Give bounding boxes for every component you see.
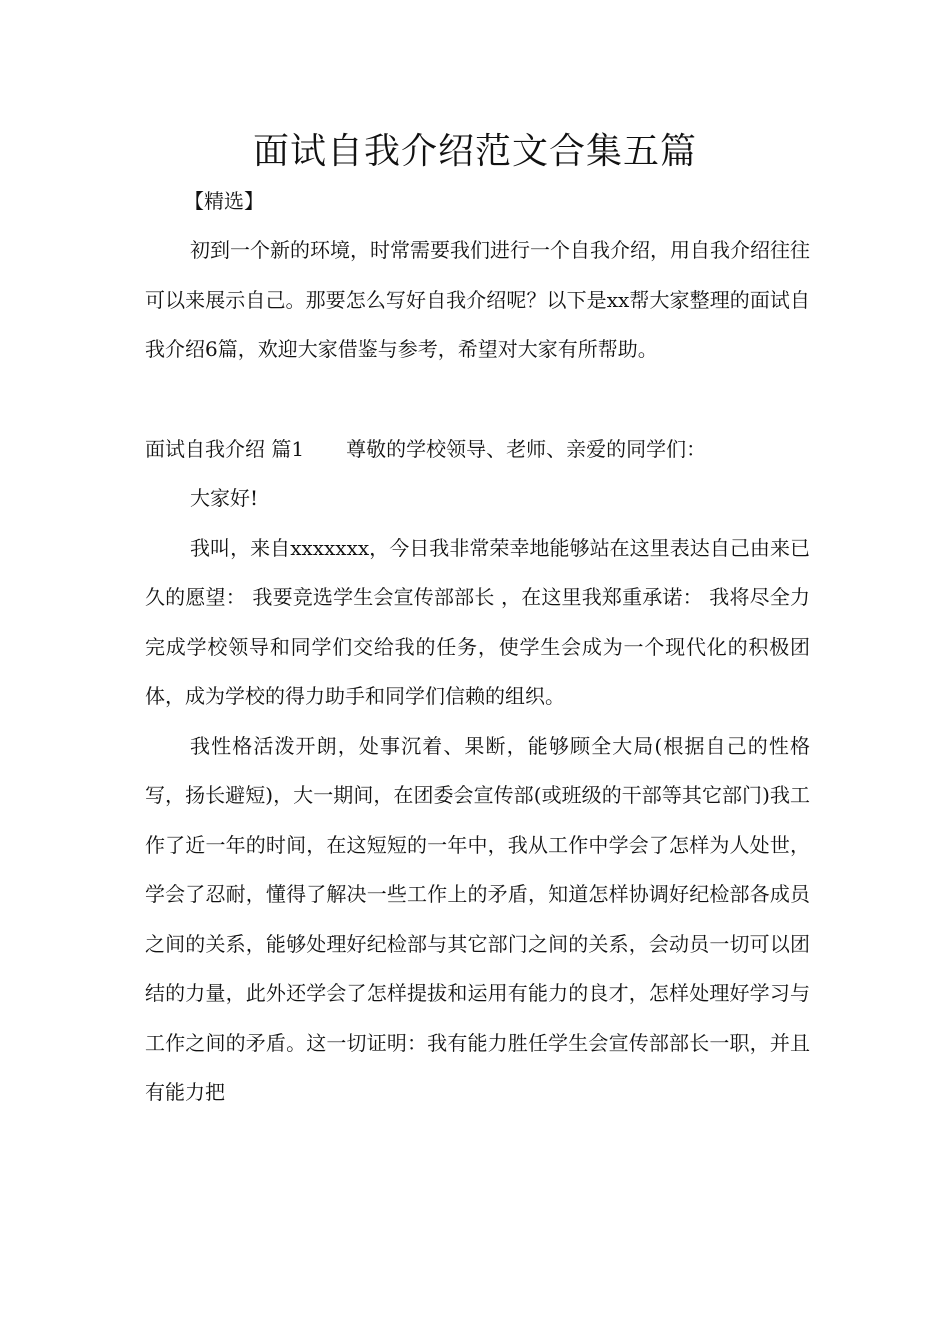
document-tag: 【精选】 bbox=[184, 189, 264, 213]
section-heading-line bbox=[145, 425, 810, 475]
section-heading: 面试自我介绍 篇1 bbox=[145, 436, 305, 461]
body-paragraph-1: 我叫，来自xxxxxxx，今日我非常荣幸地能够站在这里表达自己由来已久的愿望： 我要竞选学生会宣传部部长 ，在这里我郑重承诺： 我将尽全力完成学校领导和同学们交给我的任务，使学生会成为一个现代化的积极团体，成为学校的得力助手和同学们信赖的组织。 bbox=[145, 535, 810, 708]
section-gap bbox=[145, 375, 810, 425]
greeting: 大家好! bbox=[190, 486, 259, 510]
document-title: 面试自我介绍范文合集五篇 bbox=[252, 131, 697, 172]
document-body bbox=[145, 226, 810, 1118]
body-paragraph-2: 我性格活泼开朗，处事沉着、果断，能够顾全大局(根据自己的性格写，扬长避短)，大一期间，在团委会宣传部(或班级的干部等其它部门)我工作了近一年的时间，在这短短的一年中，我从工作中学会了怎样为人处世，学会了忍耐，懂得了解决一些工作上的矛盾，知道怎样协调好纪检部各成员之间的关系，能够处理好纪检部与其它部门之间的关系，会动员一切可以团结的力量，此外还学会了怎样提拔和运用有能力的良才，怎样处理好学习与工作之间的矛盾。这一切证明：我有能力胜任学生会宣传部部长一职，并且有能力把 bbox=[145, 733, 810, 1104]
intro-paragraph: 初到一个新的环境，时常需要我们进行一个自我介绍，用自我介绍往往可以来展示自己。那要怎么写好自我介绍呢？以下是xx帮大家整理的面试自我介绍6篇，欢迎大家借鉴与参考，希望对大家有所帮助。 bbox=[145, 238, 810, 361]
salutation: 尊敬的学校领导、老师、亲爱的同学们： bbox=[346, 436, 707, 461]
